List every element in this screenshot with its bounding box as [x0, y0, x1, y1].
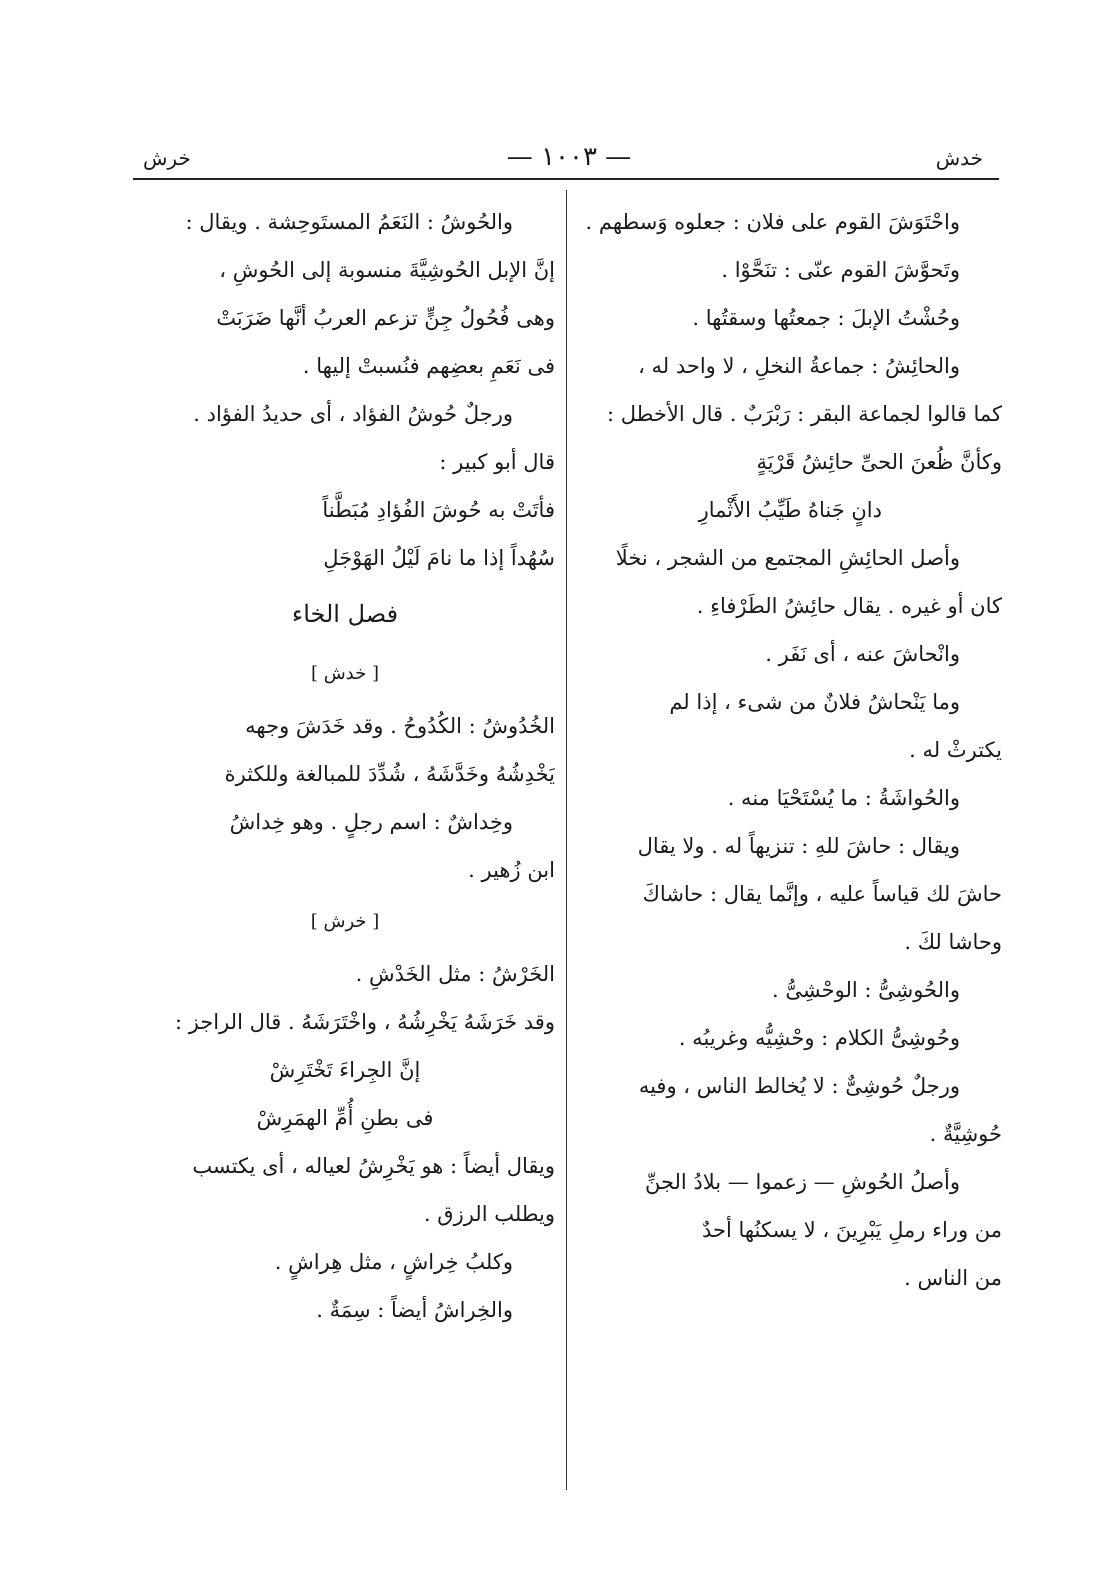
text-line: واحْتَوَشَ القوم على فلان : جعلوه وَسطهم . — [585, 210, 960, 234]
header-right-word: خدش — [935, 146, 983, 170]
text-line: وأصلُ الحُوشِ — زعموا — بلادُ الجنِّ — [644, 1170, 960, 1194]
text-line: وتَحوَّشَ القوم عنّى : تنَحَّوْا . — [721, 258, 960, 282]
text-line: من الناس . — [904, 1266, 1002, 1290]
text-line: والحُوشِىُّ : الوحْشِىُّ . — [772, 978, 960, 1002]
header-left-word: خرش — [143, 146, 191, 170]
text-line: وحُوشِىُّ الكلام : وحْشِيُّه وغريبُه . — [678, 1026, 960, 1050]
verse-line: سُهُداً إذا ما نامَ لَيْلُ الهَوْجَلِ — [323, 546, 555, 570]
page-number: — ١٠٠٣ — — [506, 142, 632, 172]
text-line: ابن زُهير . — [468, 858, 555, 882]
text-line: كان أو غيره . يقال حائِشُ الطَرْفاءِ . — [696, 594, 1002, 618]
text-line: حاشَ لك قياساً عليه ، وإنَّما يقال : حاشاكَ — [642, 882, 1002, 906]
text-line: إنَّ الإبل الحُوشِيَّةَ منسوبة إلى الحُوشِ ، — [219, 258, 555, 282]
text-line: وأصل الحائِشِ المجتمع من الشجر ، نخلًا — [615, 546, 960, 570]
text-line: وخِداشٌ : اسم رجلٍ . وهو خِداشُ — [229, 810, 513, 834]
text-line: وما يَنْحاشُ فلانٌ من شىء ، إذا لم — [669, 690, 960, 714]
right-column — [582, 198, 1002, 1302]
page-header — [135, 140, 1003, 180]
verse-line: دانٍ جَناهُ طَيِّبُ الأَثْمارِ — [698, 498, 882, 522]
text-line: وحاشا لكَ . — [904, 930, 1002, 954]
text-line: من وراء رملِ يَبْرِينَ ، لا يسكنُها أحدٌ — [701, 1218, 1002, 1242]
verse-line: وكأنَّ ظُعنَ الحىِّ حائِشُ قَرْيَةٍ — [756, 450, 1002, 474]
text-line: يكترثْ له . — [909, 738, 1002, 762]
text-line: وانْحاشَ عنه ، أى نَفَر . — [765, 642, 960, 666]
text-line: ورجلٌ حُوشُ الفؤاد ، أى حديدُ الفؤاد . — [193, 402, 513, 426]
left-column — [135, 198, 555, 1334]
text-line: والحائِشُ : جماعةُ النخلِ ، لا واحد له ، — [638, 354, 960, 378]
verse-line: إنَّ الجِراءَ تَخْتَرِشْ — [269, 1058, 421, 1082]
text-line: والحُوشُ : النَعَمُ المستَوحِشة . ويقال : — [185, 210, 513, 234]
text-line: ويطلب الرزق . — [423, 1202, 555, 1226]
text-line: والخِراشُ أيضاً : سِمَةٌ . — [316, 1298, 513, 1322]
verse-line: فأتَتْ به حُوشَ الفُؤادِ مُبَطَّناً — [322, 498, 555, 522]
text-line: وكلبُ خِراشٍ ، مثل هِراشٍ . — [274, 1250, 513, 1274]
text-line: وحُشْتُ الإبلَ : جمعتُها وسقتُها . — [692, 306, 960, 330]
text-line: الخَرْشُ : مثل الخَدْشِ . — [355, 962, 555, 986]
text-line: ورجلٌ حُوشِىٌّ : لا يُخالط الناس ، وفيه — [638, 1074, 960, 1098]
text-line: كما قالوا لجماعة البقر : رَبْرَبٌ . قال الأخطل : — [607, 402, 1002, 426]
verse-line: فى بطنِ أُمِّ الهمَرِشْ — [256, 1106, 434, 1130]
text-line: ويقال أيضاً : هو يَخْرِشُ لعياله ، أى يكتسب — [192, 1154, 555, 1178]
text-line: حُوشِيَّةٌ . — [929, 1122, 1002, 1146]
text-line: قال أبو كبير : — [439, 450, 555, 474]
text-line: فى نَعَمِ بعضِهم فنُسبتْ إليها . — [302, 354, 555, 378]
entry-heading-kharash: [ خرش ] — [310, 911, 380, 932]
text-line: ويقال : حاشَ للهِ : تنزيهاً له . ولا يقال — [637, 834, 960, 858]
text-line: والحُواشَةُ : ما يُسْتَحْيَا منه . — [727, 786, 960, 810]
header-rule — [133, 178, 999, 180]
text-line: يَخْدِشُهُ وخَدَّشَهُ ، شُدِّدَ للمبالغة وللكثرة — [224, 762, 555, 786]
text-line: وهى فُحُولُ جِنٍّ تزعم العربُ أنَّها ضَرَبَتْ — [216, 306, 555, 330]
text-line: وقد خَرَشَهُ يَخْرِشُهُ ، واخْتَرَشَهُ . قال الراجز : — [174, 1010, 555, 1034]
entry-heading-khadash: [ خدش ] — [310, 663, 380, 684]
section-title: فصل الخاء — [291, 600, 399, 628]
text-line: الخُدُوشُ : الكُدُوحُ . وقد خَدَشَ وجهه — [245, 714, 555, 738]
column-divider — [566, 190, 567, 1490]
